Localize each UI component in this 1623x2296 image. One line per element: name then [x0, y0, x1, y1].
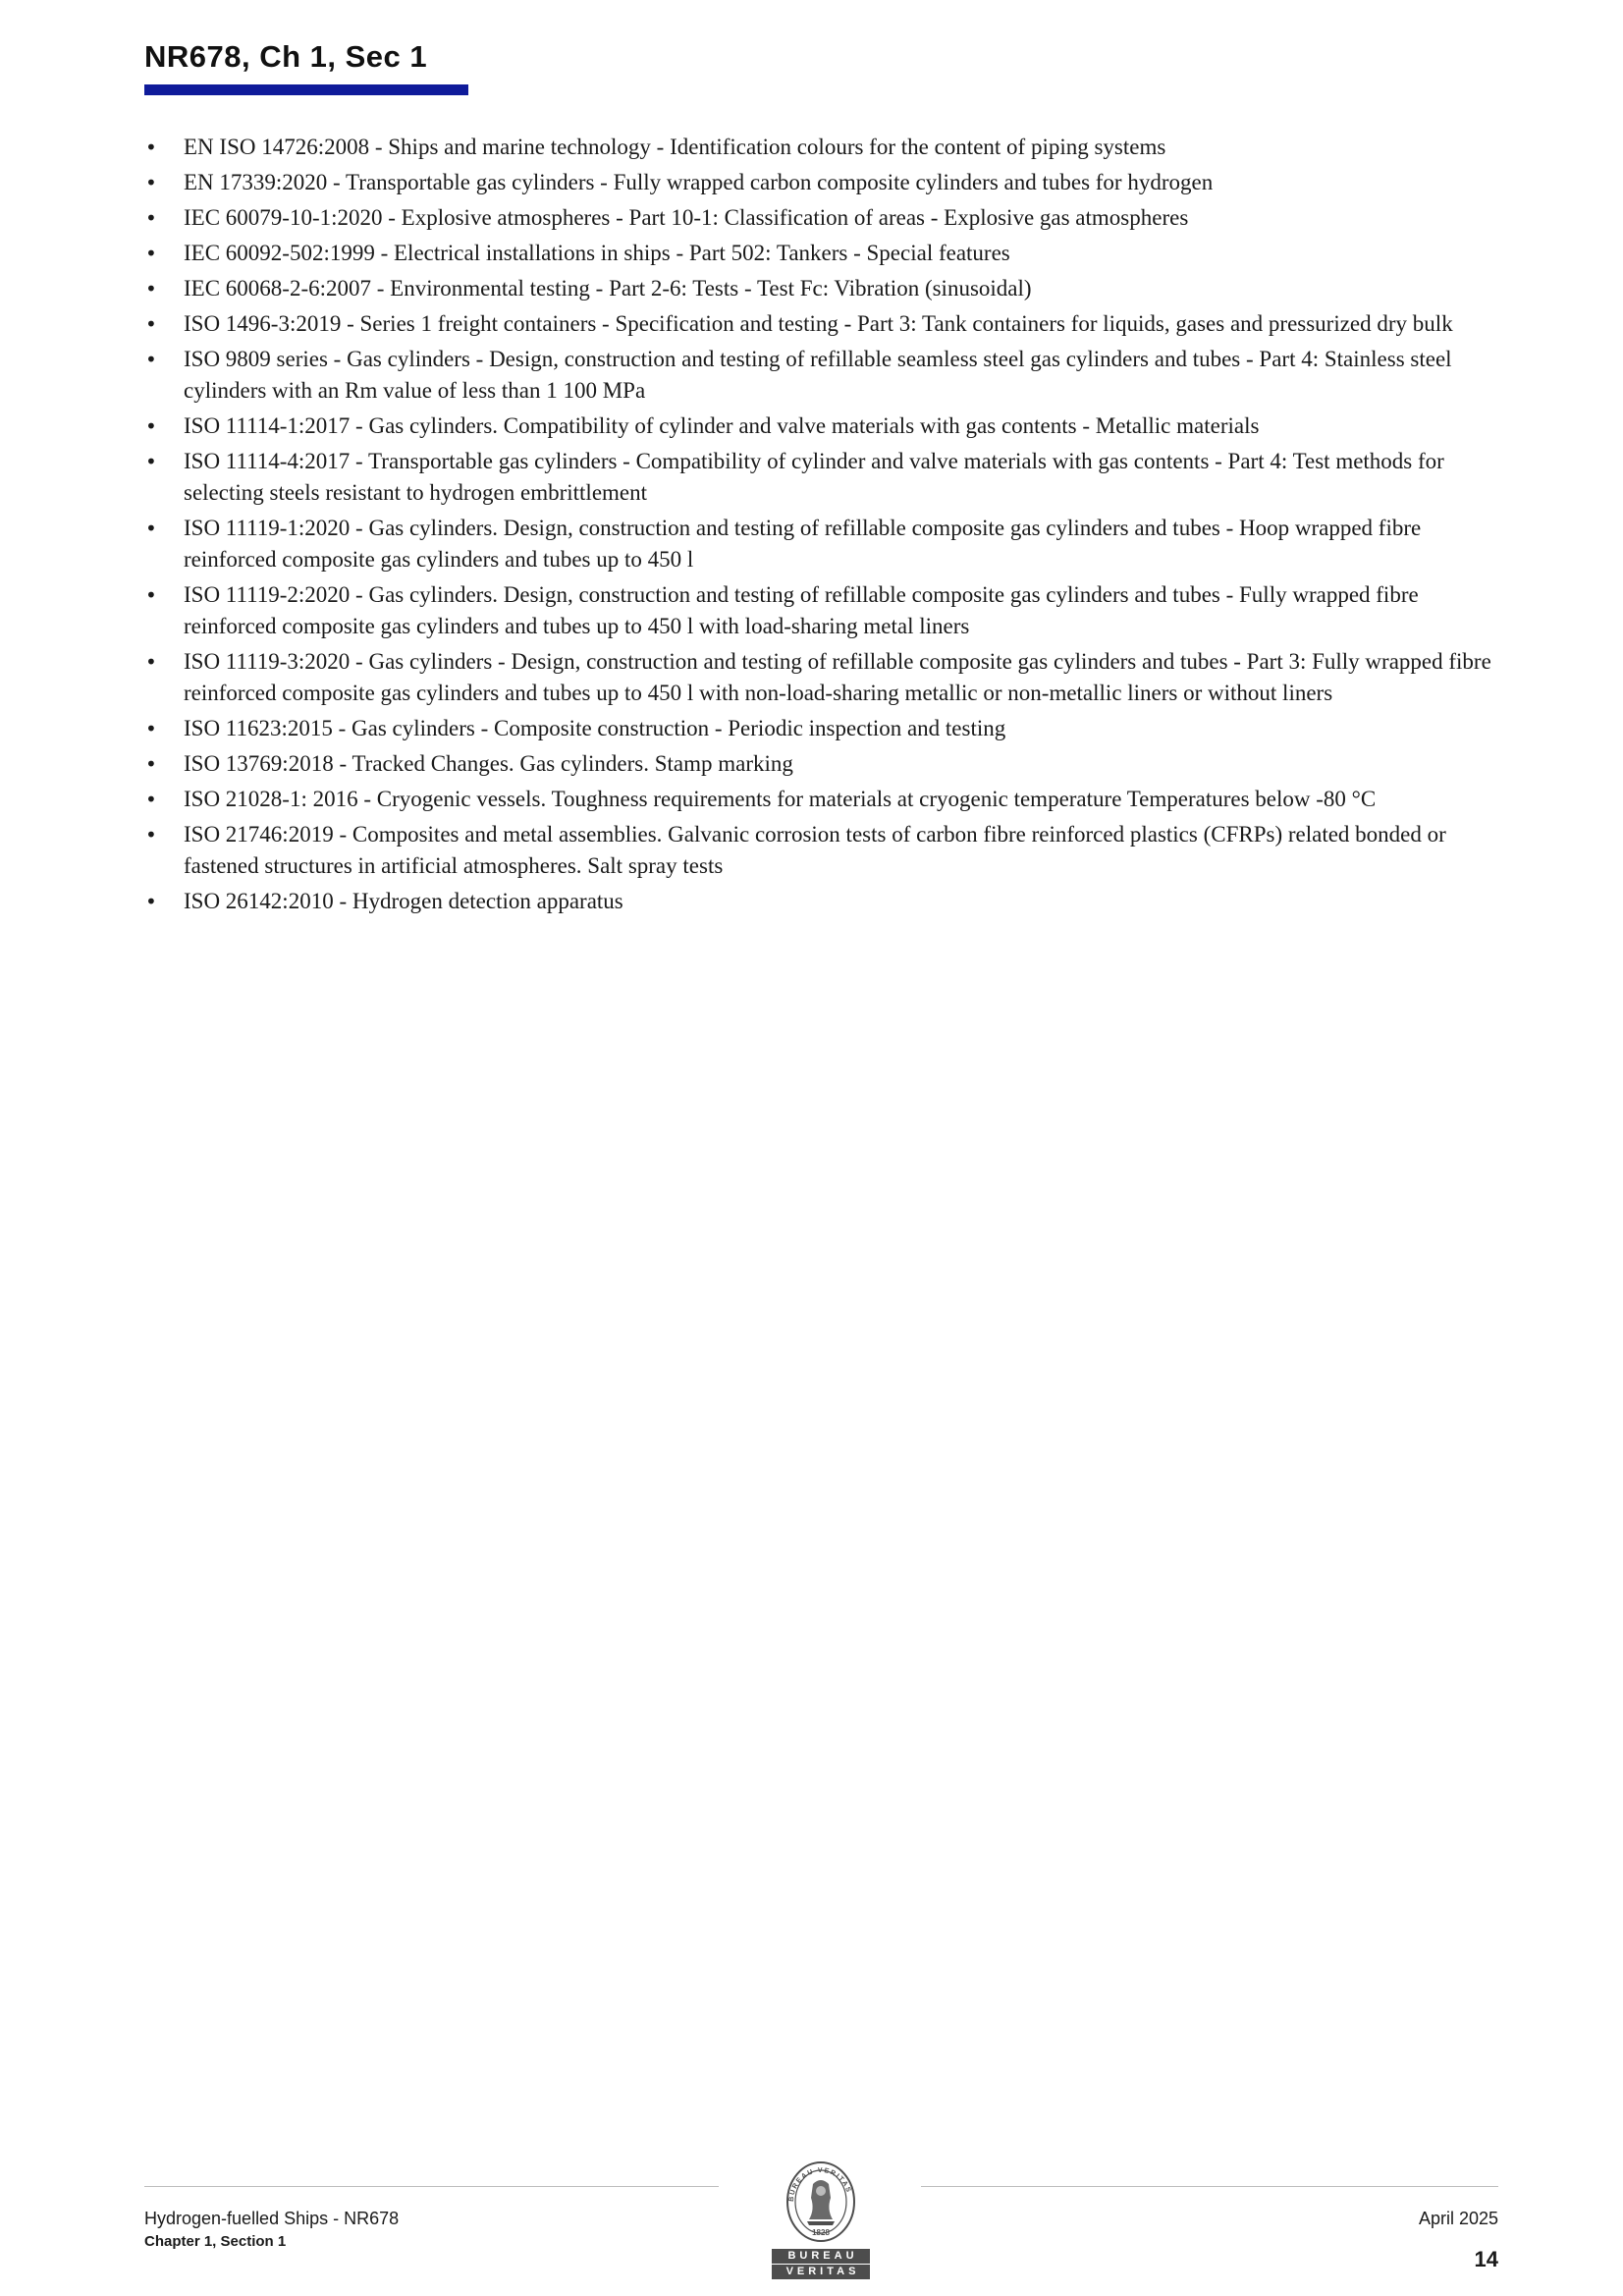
reference-text: ISO 11119-3:2020 - Gas cylinders - Design, construction and testing of refillable composite gas cylinders and tubes - Part 3: Fully wrapped fibre reinforced composite gas cylinders and tubes up to 450 l with non-load-sharing metallic or non-metallic liners or without liners	[184, 649, 1491, 705]
bullet-icon: •	[145, 348, 157, 371]
footer-chapter-label: Chapter 1, Section 1	[144, 2233, 287, 2250]
bullet-icon: •	[145, 242, 157, 265]
page-header	[144, 37, 468, 95]
reference-text: ISO 11114-1:2017 - Gas cylinders. Compatibility of cylinder and valve materials with gas contents - Metallic materials	[184, 413, 1260, 438]
bullet-icon: •	[145, 788, 157, 811]
reference-text: ISO 9809 series - Gas cylinders - Design, construction and testing of refillable seamless steel gas cylinders and tubes - Part 4: Stainless steel cylinders with an Rm value of less than 1 100 MPa	[184, 347, 1452, 403]
bullet-icon: •	[145, 823, 157, 847]
list-item	[144, 646, 1499, 709]
bullet-icon: •	[145, 650, 157, 674]
bullet-icon: •	[145, 752, 157, 776]
bullet-icon: •	[145, 517, 157, 540]
list-item	[144, 713, 1499, 744]
bullet-icon: •	[145, 450, 157, 473]
list-item	[144, 513, 1499, 575]
reference-text: EN ISO 14726:2008 - Ships and marine technology - Identification colours for the content of piping systems	[184, 135, 1166, 159]
reference-text: IEC 60092-502:1999 - Electrical installations in ships - Part 502: Tankers - Special features	[184, 241, 1010, 265]
reference-text: ISO 26142:2010 - Hydrogen detection apparatus	[184, 889, 623, 913]
page-title: NR678, Ch 1, Sec 1	[144, 39, 428, 74]
list-item	[144, 344, 1499, 407]
list-item	[144, 579, 1499, 642]
list-item	[144, 308, 1499, 340]
footer-date: April 2025	[1418, 2209, 1498, 2228]
list-item	[144, 784, 1499, 815]
list-item	[144, 410, 1499, 442]
list-item	[144, 273, 1499, 304]
reference-text: IEC 60079-10-1:2020 - Explosive atmospheres - Part 10-1: Classification of areas - Explosive gas atmospheres	[184, 205, 1189, 230]
bullet-icon: •	[145, 583, 157, 607]
footer-divider-left	[144, 2186, 719, 2187]
reference-text: IEC 60068-2-6:2007 - Environmental testing - Part 2-6: Tests - Test Fc: Vibration (sinusoidal)	[184, 276, 1032, 301]
header-accent-bar	[144, 84, 468, 95]
bullet-icon: •	[145, 171, 157, 194]
seal-year: 1828	[812, 2228, 830, 2237]
reference-text: EN 17339:2020 - Transportable gas cylinders - Fully wrapped carbon composite cylinders and tubes for hydrogen	[184, 170, 1214, 194]
reference-list	[144, 132, 1499, 921]
bullet-icon: •	[145, 277, 157, 301]
bullet-icon: •	[145, 414, 157, 438]
reference-text: ISO 1496-3:2019 - Series 1 freight containers - Specification and testing - Part 3: Tank containers for liquids, gases and pressurized dry bulk	[184, 311, 1453, 336]
seal-icon	[784, 2159, 858, 2245]
list-item	[144, 238, 1499, 269]
reference-text: ISO 11114-4:2017 - Transportable gas cylinders - Compatibility of cylinder and valve materials with gas contents - Part 4: Test methods for selecting steels resistant to hydrogen embrittlement	[184, 449, 1444, 505]
reference-text: ISO 21746:2019 - Composites and metal assemblies. Galvanic corrosion tests of carbon fibre reinforced plastics (CFRPs) related bonded or fastened structures in artificial atmospheres. Salt spray tests	[184, 822, 1446, 878]
list-item	[144, 167, 1499, 198]
list-item	[144, 132, 1499, 163]
reference-text: ISO 13769:2018 - Tracked Changes. Gas cylinders. Stamp marking	[184, 751, 793, 776]
reference-text: ISO 11119-1:2020 - Gas cylinders. Design, construction and testing of refillable composite gas cylinders and tubes - Hoop wrapped fibre reinforced composite gas cylinders and tubes up to 450 l	[184, 516, 1422, 572]
bullet-icon: •	[145, 717, 157, 740]
list-item	[144, 748, 1499, 780]
list-item	[144, 446, 1499, 509]
seal-ring-text: BUREAU VERITAS	[787, 2166, 852, 2203]
reference-text: ISO 21028-1: 2016 - Cryogenic vessels. Toughness requirements for materials at cryogenic temperature Temperatures below -80 °C	[184, 787, 1377, 811]
footer-page-info	[1419, 2208, 1498, 2272]
page-number: 14	[1474, 2247, 1498, 2271]
footer-document-info	[144, 2208, 399, 2252]
bullet-icon: •	[145, 312, 157, 336]
bureau-veritas-logo-icon	[772, 2159, 870, 2278]
bullet-icon: •	[145, 890, 157, 913]
list-item	[144, 819, 1499, 882]
list-item	[144, 886, 1499, 917]
list-item	[144, 202, 1499, 234]
reference-text: ISO 11119-2:2020 - Gas cylinders. Design, construction and testing of refillable composite gas cylinders and tubes - Fully wrapped fibre reinforced composite gas cylinders and tubes up to 450 l with load-sharing metal liners	[184, 582, 1419, 638]
bullet-icon: •	[145, 136, 157, 159]
logo-word-bottom: VERITAS	[772, 2265, 870, 2279]
logo-word-top: BUREAU	[772, 2249, 870, 2264]
footer-divider-right	[921, 2186, 1498, 2187]
reference-text: ISO 11623:2015 - Gas cylinders - Composite construction - Periodic inspection and testing	[184, 716, 1006, 740]
bullet-icon: •	[145, 206, 157, 230]
footer-document-title: Hydrogen-fuelled Ships - NR678	[144, 2209, 400, 2228]
